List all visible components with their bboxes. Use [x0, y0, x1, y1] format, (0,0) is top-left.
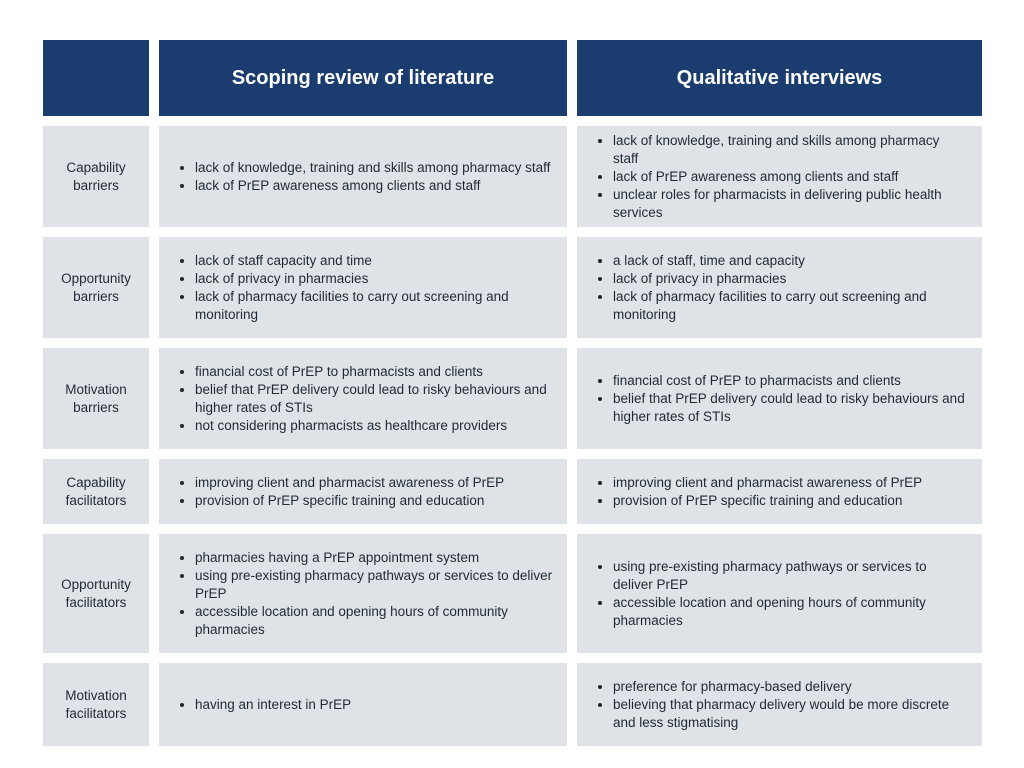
list-item: • using pre-existing pharmacy pathways or services to deliver PrEP [613, 558, 968, 594]
list-item: • unclear roles for pharmacists in delivering public health services [613, 186, 968, 222]
row-label-text: Opportunity facilitators [61, 576, 131, 610]
list-item: • lack of PrEP awareness among clients and staff [613, 168, 968, 186]
bullet-list [159, 474, 504, 510]
header-qualitative-interviews-label: Qualitative interviews [676, 66, 883, 89]
cell-interviews-motivation-facilitators [577, 663, 982, 746]
row-label-capability-barriers [43, 126, 149, 227]
row-label-text: Motivation facilitators [65, 687, 127, 721]
row-label-capability-facilitators [43, 459, 149, 524]
list-item: • lack of privacy in pharmacies [613, 270, 968, 288]
list-item: • using pre-existing pharmacy pathways or services to deliver PrEP [195, 567, 553, 603]
cell-interviews-opportunity-facilitators [577, 534, 982, 653]
bullet-list [577, 252, 968, 324]
header-corner-cell [43, 40, 149, 116]
list-item: • lack of staff capacity and time [195, 252, 553, 270]
cell-scoping-opportunity-barriers [159, 237, 567, 338]
list-item: • improving client and pharmacist awareness of PrEP [195, 474, 504, 492]
list-item: • lack of PrEP awareness among clients and staff [195, 177, 550, 195]
list-item: • not considering pharmacists as healthcare providers [195, 417, 553, 435]
row-label-text: Capability barriers [66, 159, 126, 193]
row-label-opportunity-barriers [43, 237, 149, 338]
bullet-list [577, 558, 968, 630]
bullet-list [577, 132, 968, 222]
cell-interviews-motivation-barriers [577, 348, 982, 449]
list-item: • improving client and pharmacist awareness of PrEP [613, 474, 922, 492]
bullet-list [159, 159, 550, 195]
row-label-opportunity-facilitators [43, 534, 149, 653]
row-label-motivation-facilitators [43, 663, 149, 746]
list-item: • lack of pharmacy facilities to carry out screening and monitoring [195, 288, 553, 324]
list-item: • believing that pharmacy delivery would be more discrete and less stigmatising [613, 696, 968, 732]
bullet-list [577, 372, 968, 426]
header-scoping-review-label: Scoping review of literature [231, 66, 495, 89]
bullet-list [159, 696, 351, 714]
list-item: • having an interest in PrEP [195, 696, 351, 714]
cell-scoping-capability-facilitators [159, 459, 567, 524]
cell-scoping-motivation-barriers [159, 348, 567, 449]
list-item: • lack of knowledge, training and skills among pharmacy staff [195, 159, 550, 177]
bullet-list [159, 363, 553, 435]
list-item: • accessible location and opening hours of community pharmacies [195, 603, 553, 639]
cell-interviews-opportunity-barriers [577, 237, 982, 338]
row-label-text: Capability facilitators [65, 474, 127, 508]
list-item: • preference for pharmacy-based delivery [613, 678, 968, 696]
list-item: • belief that PrEP delivery could lead to risky behaviours and higher rates of STIs [613, 390, 968, 426]
list-item: • lack of knowledge, training and skills among pharmacy staff [613, 132, 968, 168]
header-qualitative-interviews [577, 40, 982, 116]
cell-scoping-capability-barriers [159, 126, 567, 227]
cell-interviews-capability-barriers [577, 126, 982, 227]
list-item: • accessible location and opening hours of community pharmacies [613, 594, 968, 630]
list-item: • provision of PrEP specific training and education [613, 492, 922, 510]
row-label-text: Opportunity barriers [61, 270, 131, 304]
list-item: • a lack of staff, time and capacity [613, 252, 968, 270]
list-item: • provision of PrEP specific training and education [195, 492, 504, 510]
bullet-list [577, 678, 968, 732]
header-scoping-review [159, 40, 567, 116]
list-item: • financial cost of PrEP to pharmacists and clients [195, 363, 553, 381]
list-item: • belief that PrEP delivery could lead to risky behaviours and higher rates of STIs [195, 381, 553, 417]
bullet-list [159, 252, 553, 324]
row-label-motivation-barriers [43, 348, 149, 449]
list-item: • pharmacies having a PrEP appointment system [195, 549, 553, 567]
cell-scoping-motivation-facilitators [159, 663, 567, 746]
list-item: • financial cost of PrEP to pharmacists and clients [613, 372, 968, 390]
row-label-text: Motivation barriers [65, 381, 127, 415]
bullet-list [159, 549, 553, 639]
cell-scoping-opportunity-facilitators [159, 534, 567, 653]
list-item: • lack of privacy in pharmacies [195, 270, 553, 288]
list-item: • lack of pharmacy facilities to carry out screening and monitoring [613, 288, 968, 324]
bullet-list [577, 474, 922, 510]
cell-interviews-capability-facilitators [577, 459, 982, 524]
